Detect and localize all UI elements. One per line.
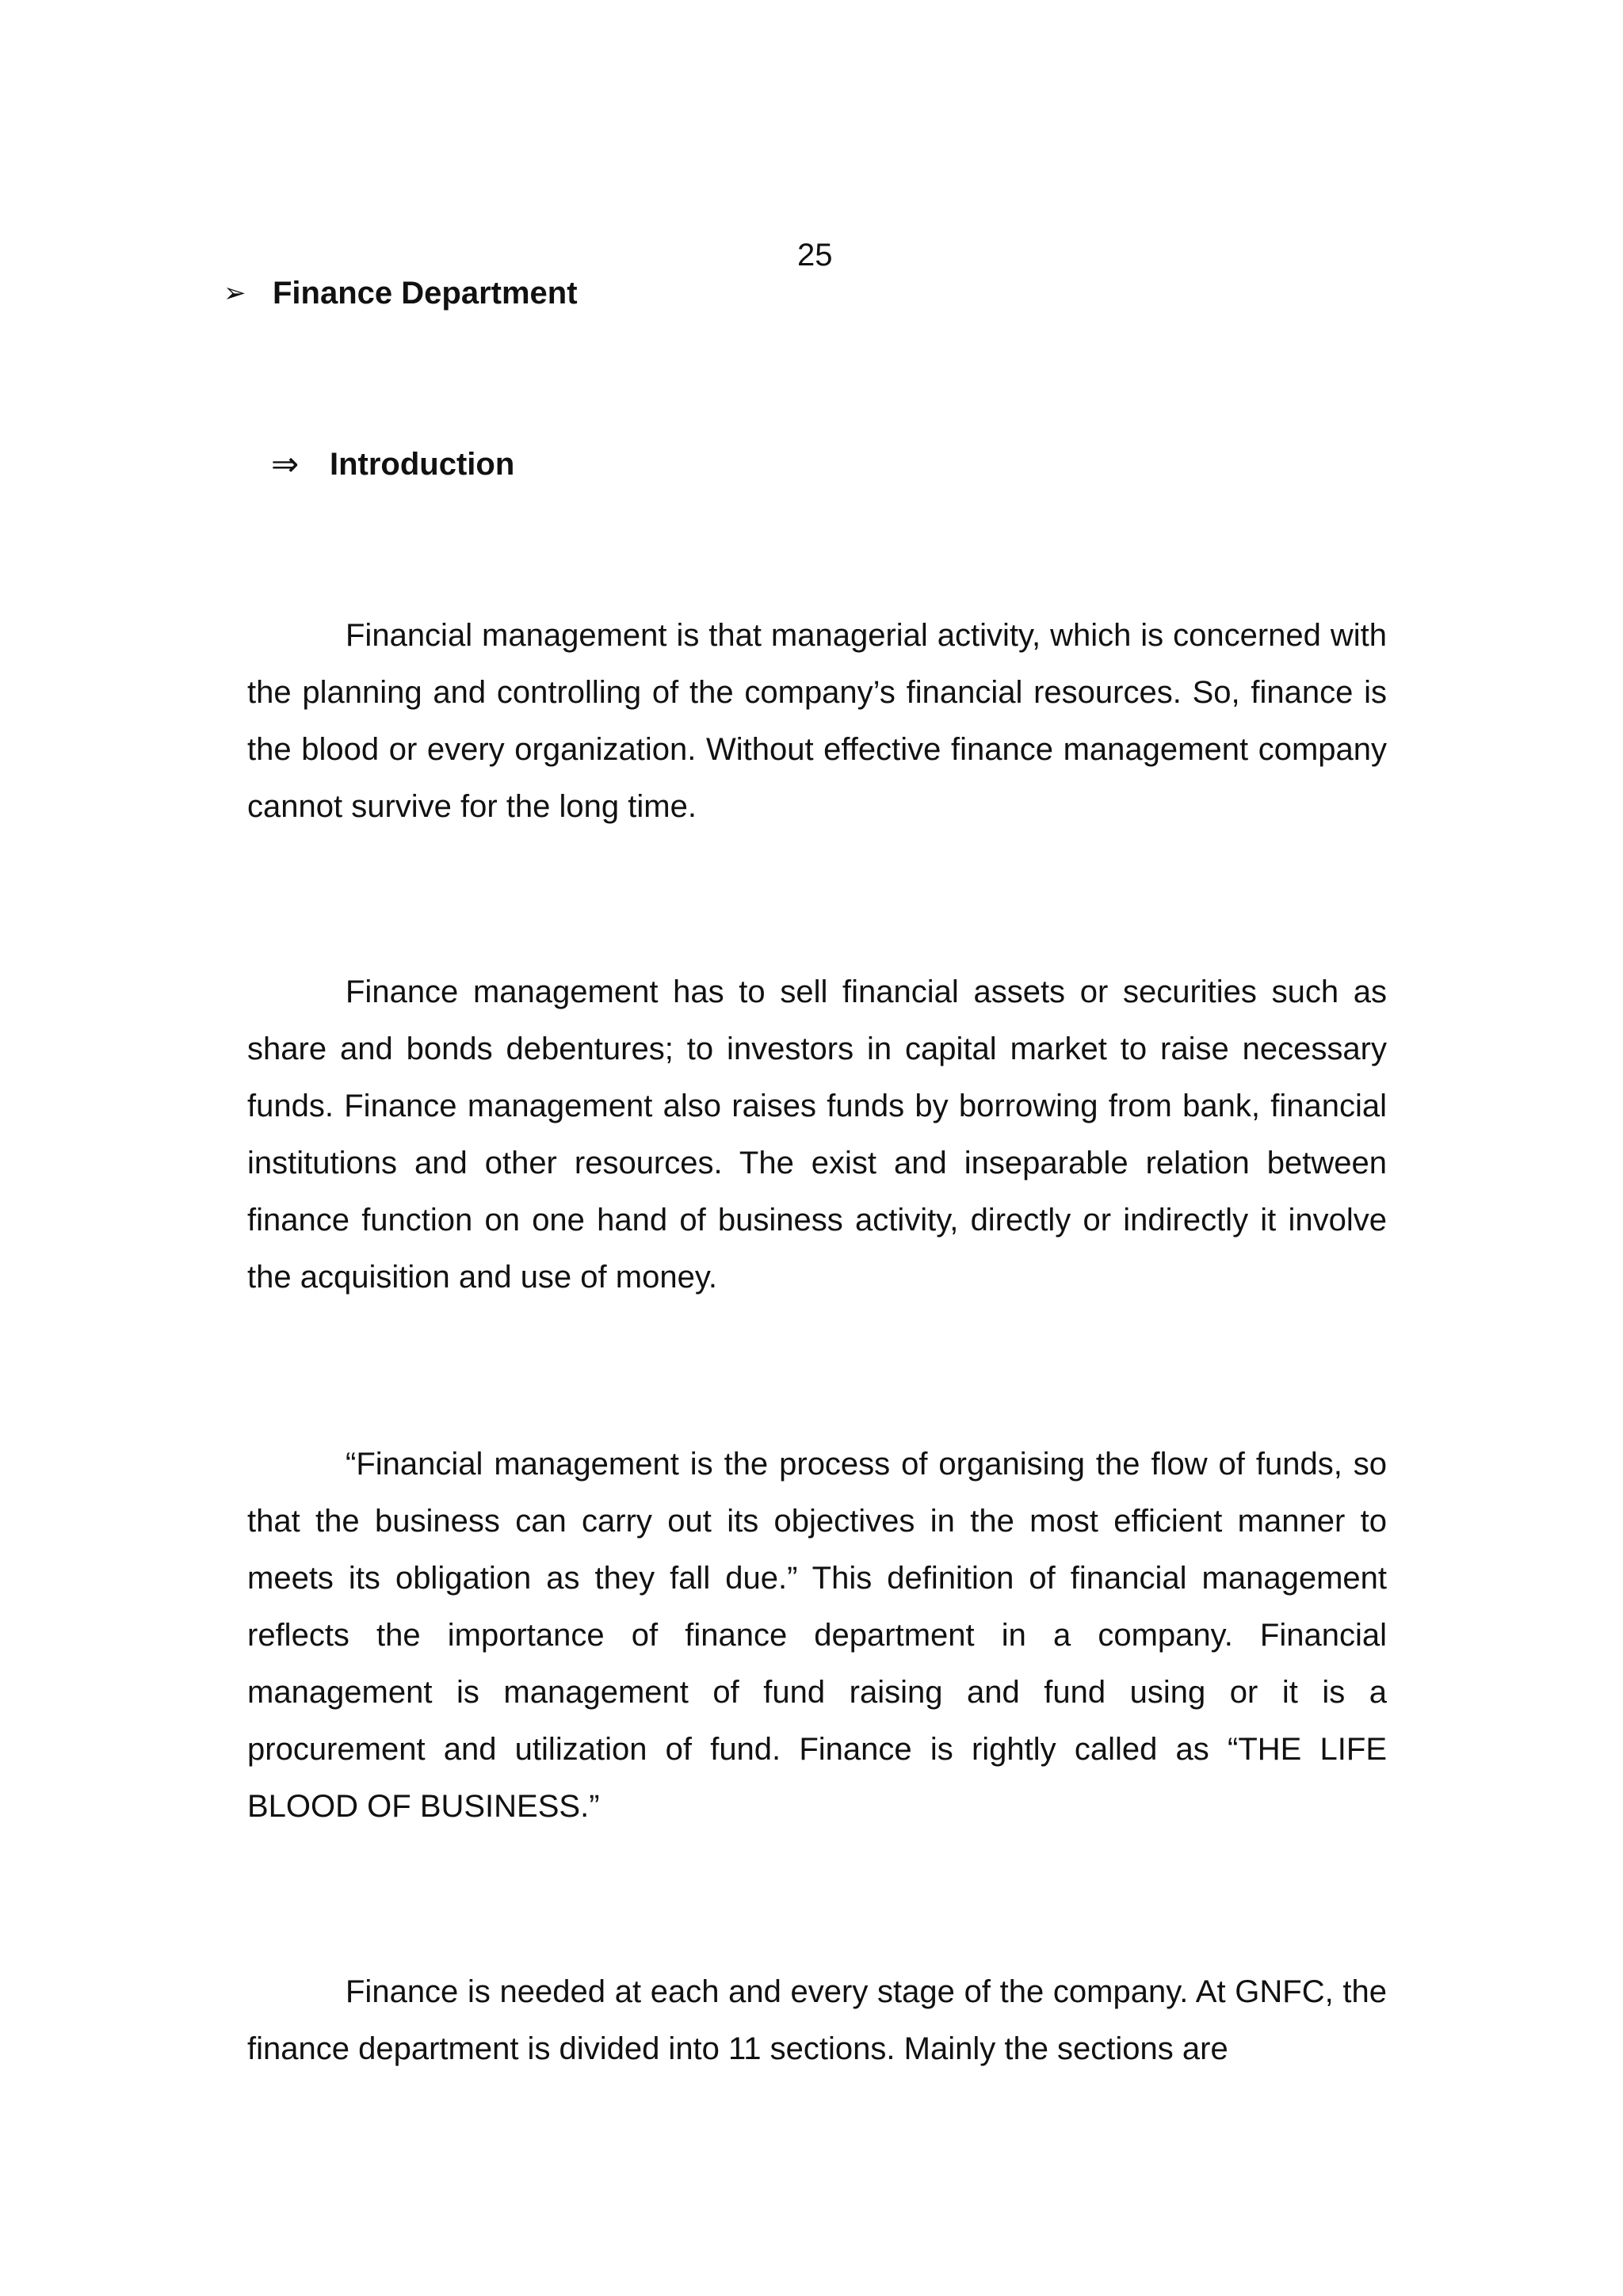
double-arrow-icon: ⇒ (271, 445, 300, 482)
paragraph-finance-management-functions: Finance management has to sell financial assets or securities such as share and bonds debentures; to investors in capital market to raise necessary funds. Finance management also raises funds by borrowing from bank, financial institutions and other resources. The exist and inseparable relation between finance function on one hand of business activity, directly or indirectly it involve the acquisition and use of money. (247, 974, 1387, 1295)
paragraph-financial-management-quote: “Financial management is the process of organising the flow of funds, so that the business can carry out its objectives in the most efficient manner to meets its obligation as they fall due.” This definition of financial management reflects the importance of finance department in a company. Financial management is management of fund raising and fund using or it is a procurement and utilization of fund. Finance is rightly called as “THE LIFE BLOOD OF BUSINESS.” (247, 1447, 1387, 1824)
section-heading-finance-department (223, 274, 578, 312)
arrowhead-bullet-icon: ➢ (223, 278, 246, 308)
paragraph-gnfc-finance-sections: Finance is needed at each and every stage of the company. At GNFC, the finance department is divided into 11 sections. Mainly the sections are (247, 1974, 1387, 2066)
paragraph-financial-management-definition: Financial management is that managerial activity, which is concerned with the planning and controlling of the company’s financial resources. So, finance is the blood or every organization. Without effective finance management company cannot survive for the long time. (247, 618, 1387, 824)
page-number: 25 (797, 238, 833, 273)
subsection-title: Introduction (330, 447, 515, 482)
section-title: Finance Department (273, 276, 578, 311)
subsection-heading-introduction (271, 445, 514, 483)
